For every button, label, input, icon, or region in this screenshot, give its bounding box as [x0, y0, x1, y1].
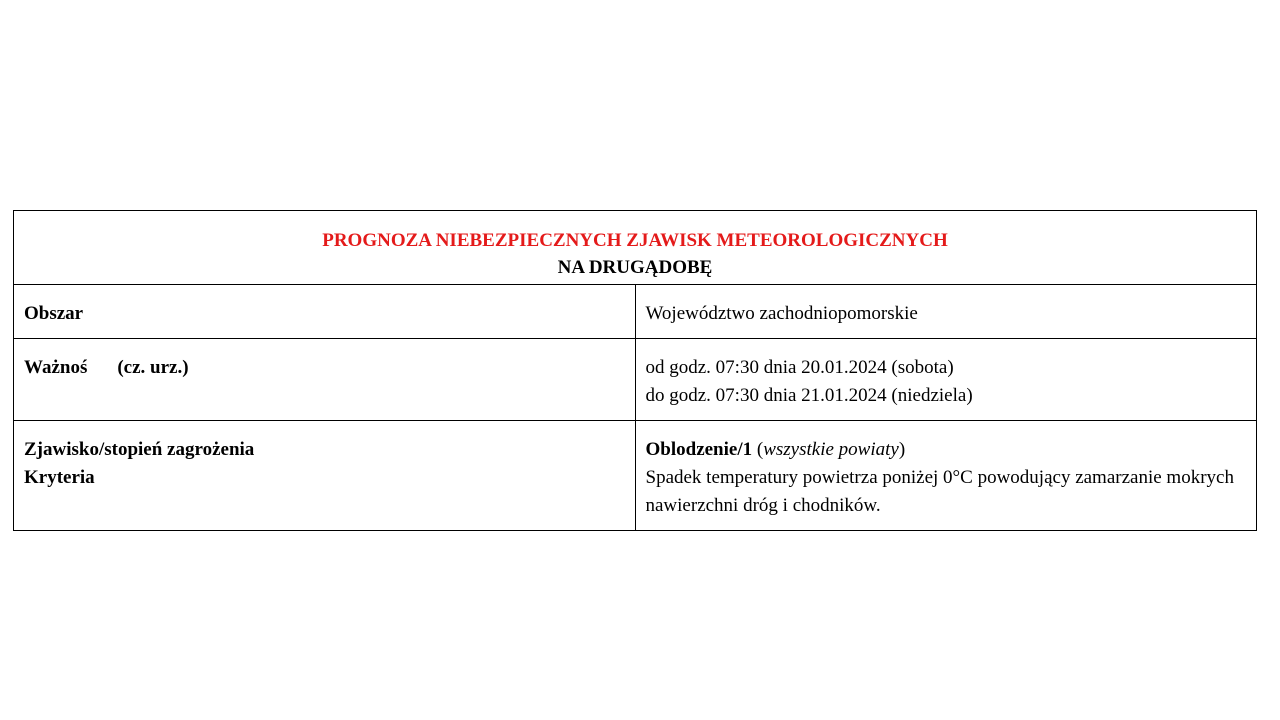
title-line-2: NA DRUGĄDOBĘ: [557, 257, 713, 278]
title-cell: [14, 211, 1257, 285]
scope-open: (: [756, 439, 764, 460]
validity-label: Ważnoś: [24, 357, 88, 378]
phenomenon-name: Oblodzenie/1: [645, 439, 753, 460]
warning-table: [13, 210, 1257, 531]
scope-close: ): [898, 439, 906, 460]
area-row: [14, 285, 1257, 339]
phenomenon-row: [14, 421, 1257, 531]
validity-label-note: (cz. urz.): [117, 357, 189, 378]
title-line-1: PROGNOZA NIEBEZPIECZNYCH ZJAWISK METEOROLOGICZNYCH: [322, 230, 948, 251]
phenomenon-criteria: Spadek temperatury powietrza poniżej 0°C powodujący zamarzanie mokrych nawierzchni dróg i chodników.: [645, 467, 1234, 516]
validity-from: od godz. 07:30 dnia 20.01.2024 (sobota): [645, 357, 954, 378]
area-value: Województwo zachodniopomorskie: [635, 285, 1257, 339]
area-label: Obszar: [14, 285, 636, 339]
validity-to: do godz. 07:30 dnia 21.01.2024 (niedziela): [645, 385, 973, 406]
phenomenon-label-cell: [14, 421, 636, 531]
validity-row: [14, 339, 1257, 421]
phenomenon-scope: wszystkie powiaty: [763, 439, 899, 460]
phenomenon-label: Zjawisko/stopień zagrożenia: [24, 439, 255, 460]
validity-label-cell: [14, 339, 636, 421]
phenomenon-value-cell: [635, 421, 1257, 531]
phenomenon-heading: [646, 436, 1247, 464]
validity-value-cell: [635, 339, 1257, 421]
criteria-label: Kryteria: [24, 467, 95, 488]
title-row: [14, 211, 1257, 285]
